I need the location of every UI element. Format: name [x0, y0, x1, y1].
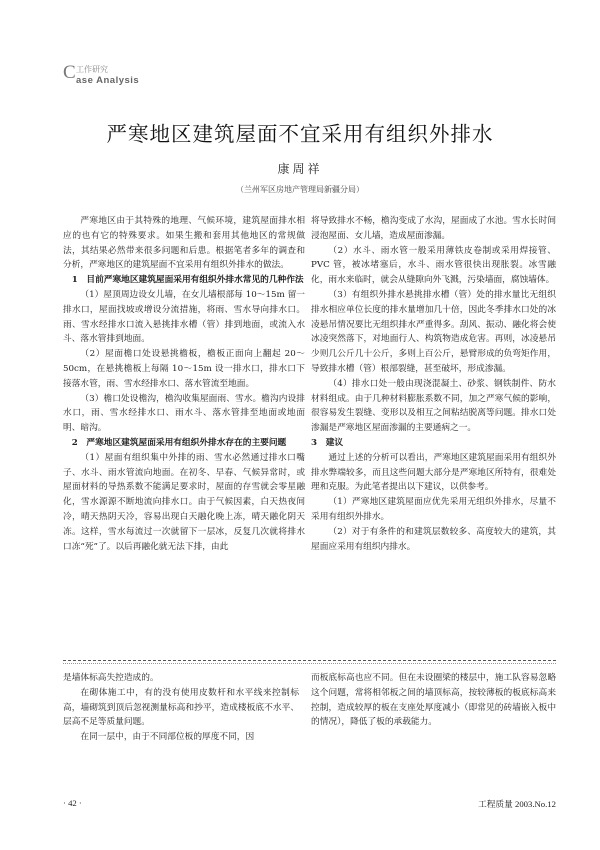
paragraph: （1）屋面有组织集中外排的雨、雪水必然通过排水口嘴子、水斗、雨水管流向地面。在初冬、早春、气候异常时，或屋面材料的导热系数不能满足要求时，屋面的存雪就会零星融化，雪水源源不断地流向排水口。由于气候因素，白天热夜间冷，晴天热阴天冷，容易出现白天融化晚上冻，晴天融化阴天冻。这样，雪水每流过一次就留下一层冰，反复几次就将排水口冻“死”了。以后再融化就无法下排，由此: [63, 452, 305, 552]
journal-issue: 工程质量 2003.No.12: [478, 799, 556, 809]
section-heading: 3 建议: [311, 437, 344, 448]
paragraph: （4）排水口处一般由现浇混凝土、砂浆、钢铁制件、防水材料组成。由于几种材料膨胀系数不同，加之严寒气候的影响，很容易发生裂缝、变形以及相互之间粘结脱离等问题。排水口处渗漏是严寒地区屋面渗漏的主要通病之一。: [311, 378, 556, 434]
paragraph: （1）严寒地区建筑屋面应优先采用无组织外排水，尽量不采用有组织外排水。: [311, 497, 556, 522]
paragraph: （2）水斗、雨水管一般采用薄铁皮卷制或采用焊接管、PVC 管，被冰堵塞后，水斗、雨水管很快出现胀裂。冰雪融化，雨水来临时，就会从缝隙向外飞溅，污染墙面，腐蚀墙体。: [311, 245, 556, 286]
paragraph: 通过上述的分析可以看出，严寒地区建筑屋面采用有组织外排水弊端较多，而且这些问题大部分是严寒地区所特有，很难处理和克服。为此笔者提出以下建议，以供参考。: [311, 452, 556, 493]
header-initial-letter: C: [63, 62, 76, 83]
paragraph: （2）屋面檐口处设悬挑檐板，檐板正面向上翻起 20～50cm，在悬挑檐板上每隔 10～15m 设一排水口，排水口下接落水管，雨、雪水经排水口、落水管流至地面。: [63, 349, 305, 389]
paragraph: 在同一层中，由于不同部位板的厚度不同，因: [80, 732, 255, 743]
body-column-right: [311, 214, 556, 554]
lower-column-left: [63, 671, 299, 745]
article-author: 康周祥: [277, 162, 323, 176]
paragraph: 将导致排水不畅，檐沟变成了水沟，屋面成了水池。雪水长时间浸泡屋面、女儿墙，造成屋面渗漏。: [311, 216, 556, 241]
section-heading: 1 目前严寒地区建筑屋面采用有组织外排水常见的几种作法: [71, 275, 304, 286]
header-category-en: ase Analysis: [76, 75, 140, 86]
paragraph: 是墙体标高失控造成的。: [63, 673, 159, 683]
author-affiliation: （兰州军区房地产管理局新疆分局）: [236, 185, 364, 194]
section-heading: 2 严寒地区建筑屋面采用有组织外排水存在的主要问题: [71, 437, 287, 448]
body-column-left: [63, 214, 305, 554]
header-category-cn: 工作研究: [76, 65, 108, 74]
paragraph: （1）屋顶周边设女儿墙，在女儿墙根部每 10～15m 留一排水口，屋面找坡或增设分流措施，将雨、雪水导向排水口。雨、雪水经排水口流入悬挑排水槽（管）排到地面，或流入水斗、落水管排到地面。: [63, 289, 305, 345]
paragraph: （3）有组织外排水悬挑排水槽（管）处的排水量比无组织排水相应单位长度的排水量增加几十倍，因此冬季排水口处的冰凌悬吊情况要比无组织排水严重得多。刮风、振动、融化将会使冰凌突然落下，对地面行人、构筑物造成危害。再则，冰凌悬吊少则几公斤几十公斤，多则上百公斤，悬臂形成的负弯矩作用，导致排水槽（管）根部裂缝，甚至破坏，形成渗漏。: [311, 289, 556, 374]
paragraph: 严寒地区由于其特殊的地理、气候环境，建筑屋面排水相应的也有它的特殊要求。如果生搬和套用其他地区的常规做法，其结果必然带来很多问题和后患。根据笔者多年的调查和分析，严寒地区的建筑屋面不宜采用有组织外排水的做法。: [63, 216, 305, 271]
section-divider-dotted: [63, 663, 556, 664]
paragraph: （2）对于有条件的和建筑层数较多、高度较大的建筑，其屋面应采用有组织内排水。: [311, 526, 556, 552]
section-divider: [63, 660, 556, 661]
paragraph: （3）檐口处设檐沟，檐沟收集屋面雨、雪水。檐沟内设排水口，雨、雪水经排水口、雨水斗、落水管排至地面或地面明、暗沟。: [63, 393, 305, 434]
article-title: 严寒地区建筑屋面不宜采用有组织外排水: [106, 122, 494, 146]
lower-column-right: [311, 671, 556, 730]
paragraph: 在砌体施工中，有的没有使用皮数杆和水平线来控制标高，墙砌筑到顶后忽视测量标高和抄平，造成楼板底不水平、层高不足等质量问题。: [63, 687, 299, 728]
paragraph: 而板底标高也应不同。但在未设圈梁的楼层中，施工队容易忽略这个问题，常将相邻板之间的墙顶标高，按较薄板的板底标高来控制，造成较厚的板在支座处厚度减小（即常见的砖墙嵌入板中的情况），降低了板的承载能力。: [311, 673, 556, 728]
page-number: · 42 ·: [63, 798, 82, 808]
